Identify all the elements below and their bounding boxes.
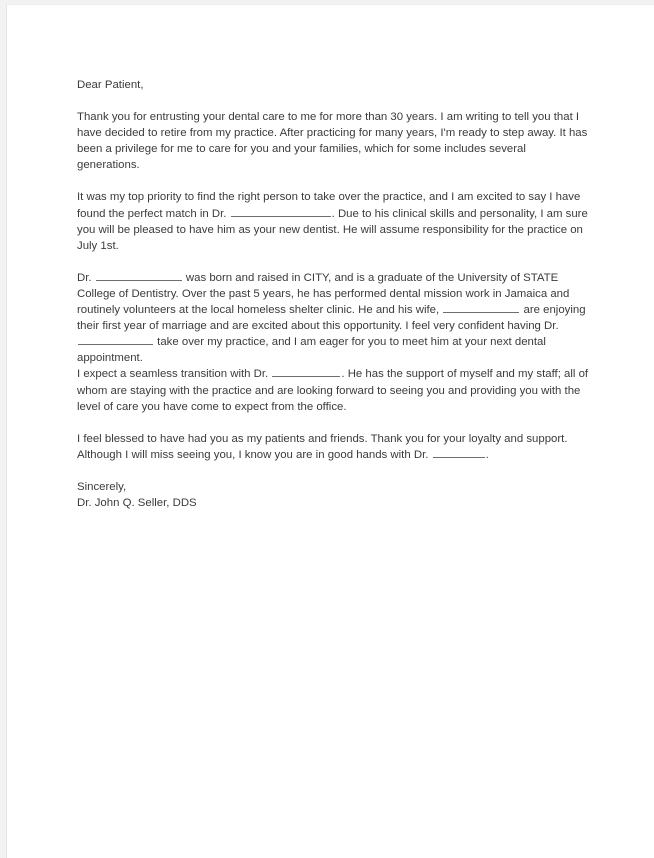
paragraph-biography-text-c: are enjoying their first year of marriage and are excited about this opportunity. I feel very confident having Dr.	[77, 304, 586, 333]
letter-salutation: Dear Patient,	[77, 79, 144, 91]
letter-body	[77, 77, 589, 511]
paragraph-farewell	[77, 431, 589, 463]
paragraph-farewell-text-a: I feel blessed to have had you as my patients and friends. Thank you for your loyalty and support. Although I will miss seeing you, I know you are in good hands with Dr.	[77, 432, 568, 461]
paragraph-transition-text-b: . He has the support of myself and my staff; all of whom are staying with the practice and are looking forward to seeing you and providing you with the level of care you have come to expect from the office.	[77, 368, 589, 413]
document-page	[6, 4, 654, 858]
paragraph-gratitude-text: Thank you for entrusting your dental care to me for more than 30 years. I am writing to tell you that I have decided to retire from my practice. After practicing for many years, I'm ready to step away. It has been a privilege for me to care for you and your families, which for some includes several generations.	[77, 111, 588, 172]
blank-confident-doctor-name[interactable]	[78, 335, 153, 345]
blank-farewell-doctor-name[interactable]	[433, 448, 485, 458]
paragraph-transition	[77, 366, 589, 414]
paragraph-successor	[77, 189, 589, 253]
paragraph-biography-text-d: take over my practice, and I am eager for you to meet him at your next dental appointment.	[77, 336, 546, 365]
blank-successor-name[interactable]	[231, 206, 331, 216]
paragraph-biography-text-b: was born and raised in CITY, and is a graduate of the University of STATE College of Dentistry. Over the past 5 years, he has performed dental mission work in Jamaica and routinely volunteers at the local homeless shelter clinic. He and his wife,	[77, 271, 570, 317]
blank-transition-doctor-name[interactable]	[272, 367, 340, 377]
closing-signer-name: Dr. John Q. Seller, DDS	[77, 496, 197, 509]
paragraph-successor-text-a: It was my top priority to find the right person to take over the practice, and I am excited to say I have found the perfect match in Dr.	[77, 191, 581, 220]
paragraph-biography-text-a: Dr.	[77, 271, 92, 284]
paragraph-transition-text-a: I expect a seamless transition with Dr.	[77, 368, 269, 381]
letter-closing	[77, 479, 589, 511]
closing-valediction: Sincerely,	[77, 480, 127, 493]
paragraph-farewell-text-b: .	[485, 448, 489, 461]
paragraph-gratitude	[77, 109, 589, 173]
paragraph-biography	[77, 270, 589, 367]
blank-doctor-name[interactable]	[96, 271, 182, 281]
blank-wife-name[interactable]	[443, 303, 519, 313]
paragraph-successor-text-b: . Due to his clinical skills and personality, I am sure you will be pleased to have him as your new dentist. He will assume responsibility for the practice on July 1st.	[77, 207, 588, 252]
